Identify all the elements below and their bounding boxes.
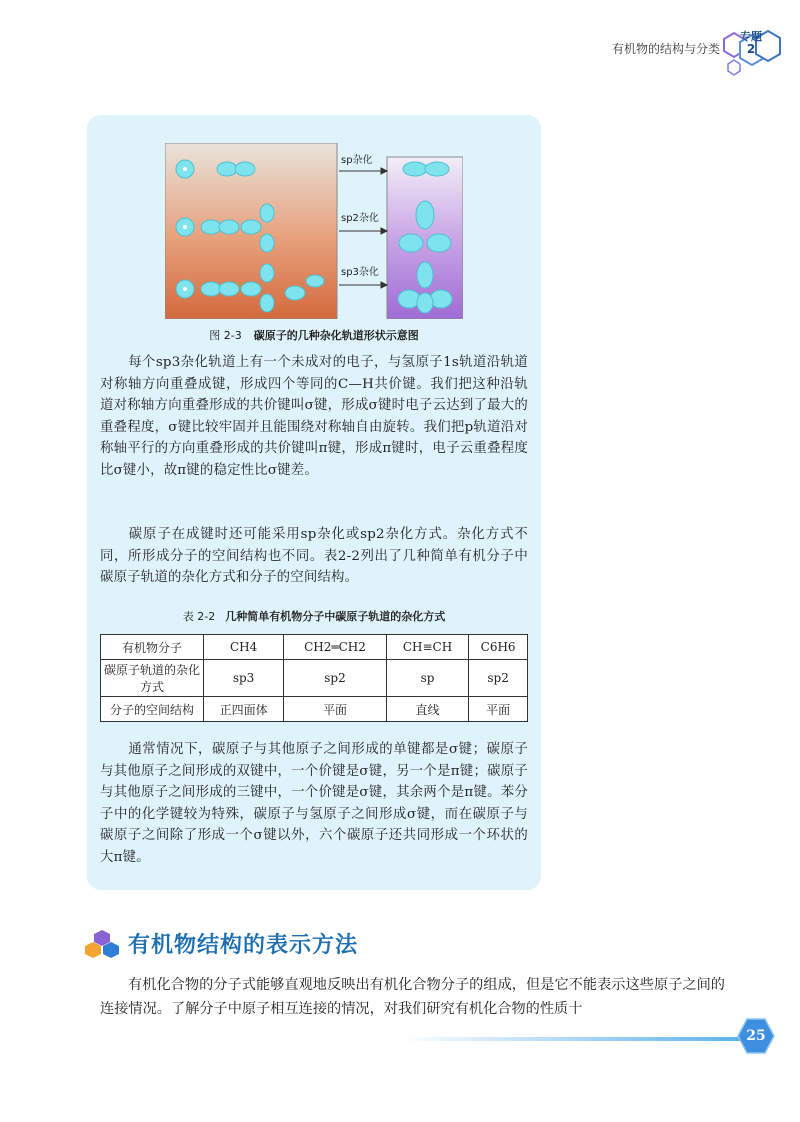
structure-cell: 平面 — [469, 697, 528, 722]
paragraph-1-text: 每个sp3杂化轨道上有一个未成对的电子，与氢原子1s轨道沿轨道对称轴方向重叠成键，形成四个等同的C—H共价键。我们把这种沿轨道对称轴方向重叠形成的共价键叫σ键，形成σ键时电子云达到了最大的重叠程度，σ键比较牢固并且能围绕对称轴自由旋转。我们把p轨道沿对称轴平行的方向重叠形成的共价键叫π键，形成π键时，电子云重叠程度比σ键小，故π键的稳定性比σ键差。 — [100, 355, 528, 478]
section-title: 有机物结构的表示方法 — [128, 933, 359, 958]
table-caption — [87, 608, 541, 624]
sp-label: sp杂化 — [341, 155, 373, 166]
row-label-structure: 分子的空间结构 — [101, 697, 204, 722]
paragraph-hybridization — [100, 524, 528, 589]
molecule-cell: CH≡CH — [386, 635, 468, 660]
sp3-label: sp3杂化 — [341, 267, 379, 278]
table-number: 表 2-2 — [182, 610, 216, 623]
figure-number: 图 2-3 — [209, 329, 242, 342]
chapter-badge-number: 2 — [746, 42, 756, 56]
structure-cell: 平面 — [284, 697, 387, 722]
table-row — [101, 660, 528, 697]
row-label-hybridization: 碳原子轨道的杂化方式 — [101, 660, 204, 697]
section-body-text: 有机化合物的分子式能够直观地反映出有机化合物分子的组成，但是它不能表示这些原子之间的连接情况。了解分子中原子相互连接的情况，对我们研究有机化合物的性质十 — [100, 977, 725, 1017]
page-number: 25 — [746, 1028, 766, 1044]
section-cubes-icon — [84, 928, 120, 958]
paragraph-sigma-pi — [100, 352, 528, 481]
structure-cell: 正四面体 — [204, 697, 284, 722]
sp2-label: sp2杂化 — [341, 213, 379, 224]
hybridization-table — [100, 634, 528, 722]
paragraph-bond-types — [100, 739, 528, 868]
table-row — [101, 635, 528, 660]
chapter-badge — [733, 30, 769, 66]
running-header-title: 有机物的结构与分类 — [612, 42, 721, 56]
paragraph-3-text: 通常情况下，碳原子与其他原子之间形成的单键都是σ键；碳原子与其他原子之间形成的双键中，一个价键是σ键，另一个是π键；碳原子与其他原子之间形成的三键中，一个价键是σ键，其余两个是π键。苯分子中的化学键较为特殊，碳原子与氢原子之间形成σ键，而在碳原子与碳原子之间除了形成一个σ键以外，六个碳原子还共同形成一个环状的大π键。 — [100, 742, 528, 865]
section-body — [100, 973, 725, 1021]
hybrid-orbital-figure — [165, 143, 463, 319]
molecule-cell: CH4 — [204, 635, 284, 660]
row-label-molecule: 有机物分子 — [101, 635, 204, 660]
page-footer-line — [400, 1037, 745, 1041]
molecule-cell: C6H6 — [469, 635, 528, 660]
hybridization-cell: sp2 — [469, 660, 528, 697]
figure-caption-text: 碳原子的几种杂化轨道形状示意图 — [253, 329, 419, 342]
table-caption-text: 几种简单有机物分子中碳原子轨道的杂化方式 — [225, 610, 446, 623]
paragraph-2-text: 碳原子在成键时还可能采用sp杂化或sp2杂化方式。杂化方式不同，所形成分子的空间结构也不同。表2-2列出了几种简单有机分子中碳原子轨道的杂化方式和分子的空间结构。 — [100, 527, 528, 585]
table-row — [101, 697, 528, 722]
hybridization-cell: sp3 — [204, 660, 284, 697]
structure-cell: 直线 — [386, 697, 468, 722]
hybridization-cell: sp2 — [284, 660, 387, 697]
figure-caption — [87, 327, 541, 343]
molecule-cell: CH2═CH2 — [284, 635, 387, 660]
chapter-badge-label: 专题 — [740, 30, 762, 43]
hybridization-cell: sp — [386, 660, 468, 697]
